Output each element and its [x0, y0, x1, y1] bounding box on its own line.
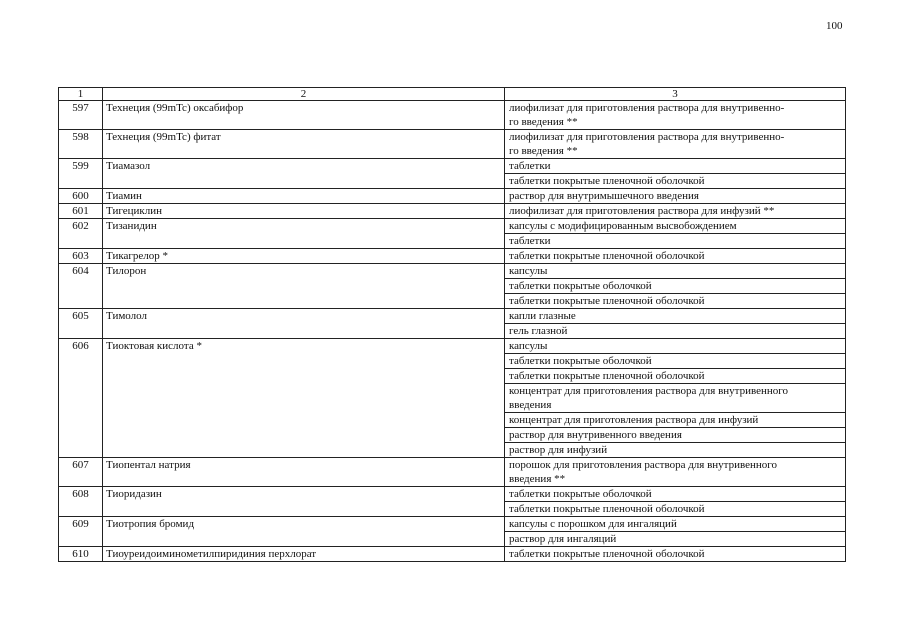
dosage-form: капсулы	[505, 264, 846, 279]
dosage-form: раствор для ингаляций	[505, 532, 846, 547]
dosage-form: таблетки	[505, 159, 846, 174]
dosage-form	[505, 384, 846, 413]
dosage-form	[505, 458, 846, 487]
drug-name: Тикагрелор *	[103, 249, 505, 264]
entry-number: 605	[59, 309, 103, 339]
drug-name: Тигециклин	[103, 204, 505, 219]
entry-number: 597	[59, 101, 103, 130]
drug-name: Тиамин	[103, 189, 505, 204]
dosage-form: капсулы с модифицированным высвобождением	[505, 219, 846, 234]
table-row	[59, 547, 846, 562]
entry-number: 604	[59, 264, 103, 309]
medication-table	[58, 87, 846, 562]
drug-name: Технеция (99mTc) фитат	[103, 130, 505, 159]
drug-name: Тизанидин	[103, 219, 505, 249]
header-col-2: 2	[103, 88, 505, 101]
table-row	[59, 249, 846, 264]
dosage-form: таблетки покрытые пленочной оболочкой	[505, 369, 846, 384]
dosage-form-line: порошок для приготовления раствора для внутривенного	[509, 459, 778, 471]
dosage-form-line: лиофилизат для приготовления раствора для внутривенно-	[509, 102, 785, 114]
dosage-form-line: го введения **	[509, 145, 578, 157]
header-col-3: 3	[505, 88, 846, 101]
dosage-form-line: лиофилизат для приготовления раствора для внутривенно-	[509, 131, 785, 143]
dosage-form: концентрат для приготовления раствора для инфузий	[505, 413, 846, 428]
header-col-1: 1	[59, 88, 103, 101]
drug-name: Тиопентал натрия	[103, 458, 505, 487]
table-row	[59, 339, 846, 354]
dosage-form: таблетки покрытые оболочкой	[505, 279, 846, 294]
entry-number: 598	[59, 130, 103, 159]
dosage-form: таблетки покрытые оболочкой	[505, 487, 846, 502]
entry-number: 599	[59, 159, 103, 189]
dosage-form: таблетки покрытые пленочной оболочкой	[505, 294, 846, 309]
dosage-form: таблетки покрытые пленочной оболочкой	[505, 502, 846, 517]
drug-name: Тиоридазин	[103, 487, 505, 517]
table-row	[59, 458, 846, 487]
entry-number: 610	[59, 547, 103, 562]
dosage-form: капсулы с порошком для ингаляций	[505, 517, 846, 532]
entry-number: 607	[59, 458, 103, 487]
table-row	[59, 309, 846, 324]
dosage-form: лиофилизат для приготовления раствора для инфузий **	[505, 204, 846, 219]
table-row	[59, 264, 846, 279]
dosage-form: капли глазные	[505, 309, 846, 324]
dosage-form: гель глазной	[505, 324, 846, 339]
entry-number: 606	[59, 339, 103, 458]
dosage-form-line: введения	[509, 399, 552, 411]
entry-number: 602	[59, 219, 103, 249]
dosage-form	[505, 101, 846, 130]
dosage-form: раствор для инфузий	[505, 443, 846, 458]
table-row	[59, 517, 846, 532]
dosage-form-line: концентрат для приготовления раствора для внутривенного	[509, 385, 789, 397]
drug-name: Тиоуреидоиминометилпиридиния перхлорат	[103, 547, 505, 562]
table-row	[59, 130, 846, 159]
table-row	[59, 189, 846, 204]
table-header-row	[59, 88, 846, 101]
dosage-form: раствор для внутримышечного введения	[505, 189, 846, 204]
dosage-form: таблетки покрытые оболочкой	[505, 354, 846, 369]
table-body	[59, 101, 846, 562]
drug-name: Тиамазол	[103, 159, 505, 189]
dosage-form: раствор для внутривенного введения	[505, 428, 846, 443]
drug-name: Тиоктовая кислота *	[103, 339, 505, 458]
dosage-form: таблетки покрытые пленочной оболочкой	[505, 547, 846, 562]
table-row	[59, 204, 846, 219]
drug-name: Тиотропия бромид	[103, 517, 505, 547]
dosage-form	[505, 130, 846, 159]
drug-name: Тилорон	[103, 264, 505, 309]
drug-name: Тимолол	[103, 309, 505, 339]
table-row	[59, 487, 846, 502]
dosage-form: таблетки покрытые пленочной оболочкой	[505, 249, 846, 264]
entry-number: 609	[59, 517, 103, 547]
dosage-form: таблетки	[505, 234, 846, 249]
entry-number: 608	[59, 487, 103, 517]
dosage-form-line: введения **	[509, 473, 566, 485]
table-row	[59, 159, 846, 174]
drug-name: Технеция (99mTc) оксабифор	[103, 101, 505, 130]
dosage-form: капсулы	[505, 339, 846, 354]
dosage-form: таблетки покрытые пленочной оболочкой	[505, 174, 846, 189]
page-number: 100	[826, 20, 843, 32]
entry-number: 600	[59, 189, 103, 204]
dosage-form-line: го введения **	[509, 116, 578, 128]
table-row	[59, 219, 846, 234]
entry-number: 603	[59, 249, 103, 264]
table-row	[59, 101, 846, 130]
entry-number: 601	[59, 204, 103, 219]
